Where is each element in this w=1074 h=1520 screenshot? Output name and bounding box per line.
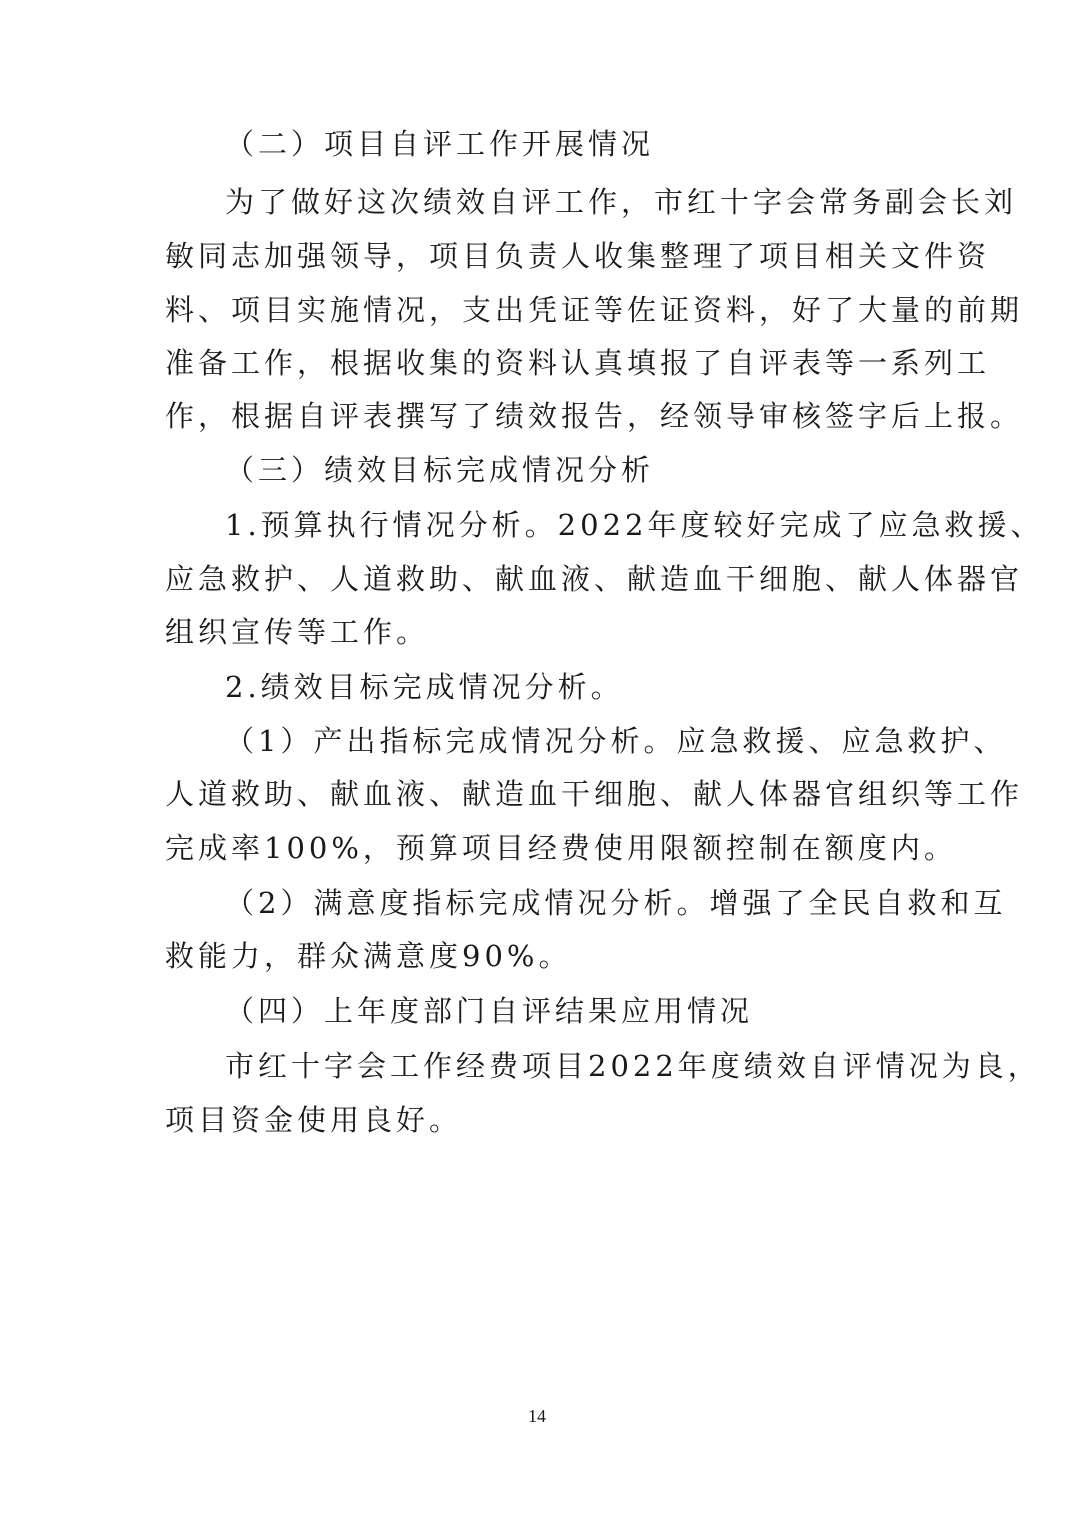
paragraph-line: 敏同志加强领导，项目负责人收集整理了项目相关文件资 — [165, 239, 991, 273]
paragraph-line: 应急救护、人道救助、献血液、献造血干细胞、献人体器官 — [165, 562, 1024, 596]
paragraph-line: 组织宣传等工作。 — [165, 615, 430, 649]
paragraph-line: 1.预算执行情况分析。2022年度较好完成了应急救援、 — [225, 508, 1044, 542]
sub-heading: 2.绩效目标完成情况分析。 — [225, 670, 624, 704]
paragraph-line: （2）满意度指标完成情况分析。增强了全民自救和互 — [225, 886, 1007, 920]
paragraph-line: 完成率100%，预算项目经费使用限额控制在额度内。 — [165, 831, 957, 865]
paragraph-line: 项目资金使用良好。 — [165, 1103, 463, 1137]
paragraph-line: 料、项目实施情况，支出凭证等佐证资料，好了大量的前期 — [165, 293, 1024, 327]
paragraph-line: （1）产出指标完成情况分析。应急救援、应急救护、 — [225, 724, 1007, 758]
section-heading-3: （三）绩效目标完成情况分析 — [225, 453, 655, 487]
section-heading-2: （二）项目自评工作开展情况 — [225, 127, 655, 161]
paragraph-line: 人道救助、献血液、献造血干细胞、献人体器官组织等工作 — [165, 777, 1024, 811]
paragraph-line: 为了做好这次绩效自评工作，市红十字会常务副会长刘 — [225, 185, 1018, 219]
paragraph-line: 准备工作，根据收集的资料认真填报了自评表等一系列工 — [165, 346, 991, 380]
page-number: 14 — [528, 1406, 546, 1426]
paragraph-line: 市红十字会工作经费项目2022年度绩效自评情况为良， — [225, 1049, 1041, 1083]
section-heading-4: （四）上年度部门自评结果应用情况 — [225, 994, 754, 1028]
paragraph-line: 作，根据自评表撰写了绩效报告，经领导审核签字后上报。 — [165, 399, 1024, 433]
paragraph-line: 救能力，群众满意度90%。 — [165, 939, 572, 973]
